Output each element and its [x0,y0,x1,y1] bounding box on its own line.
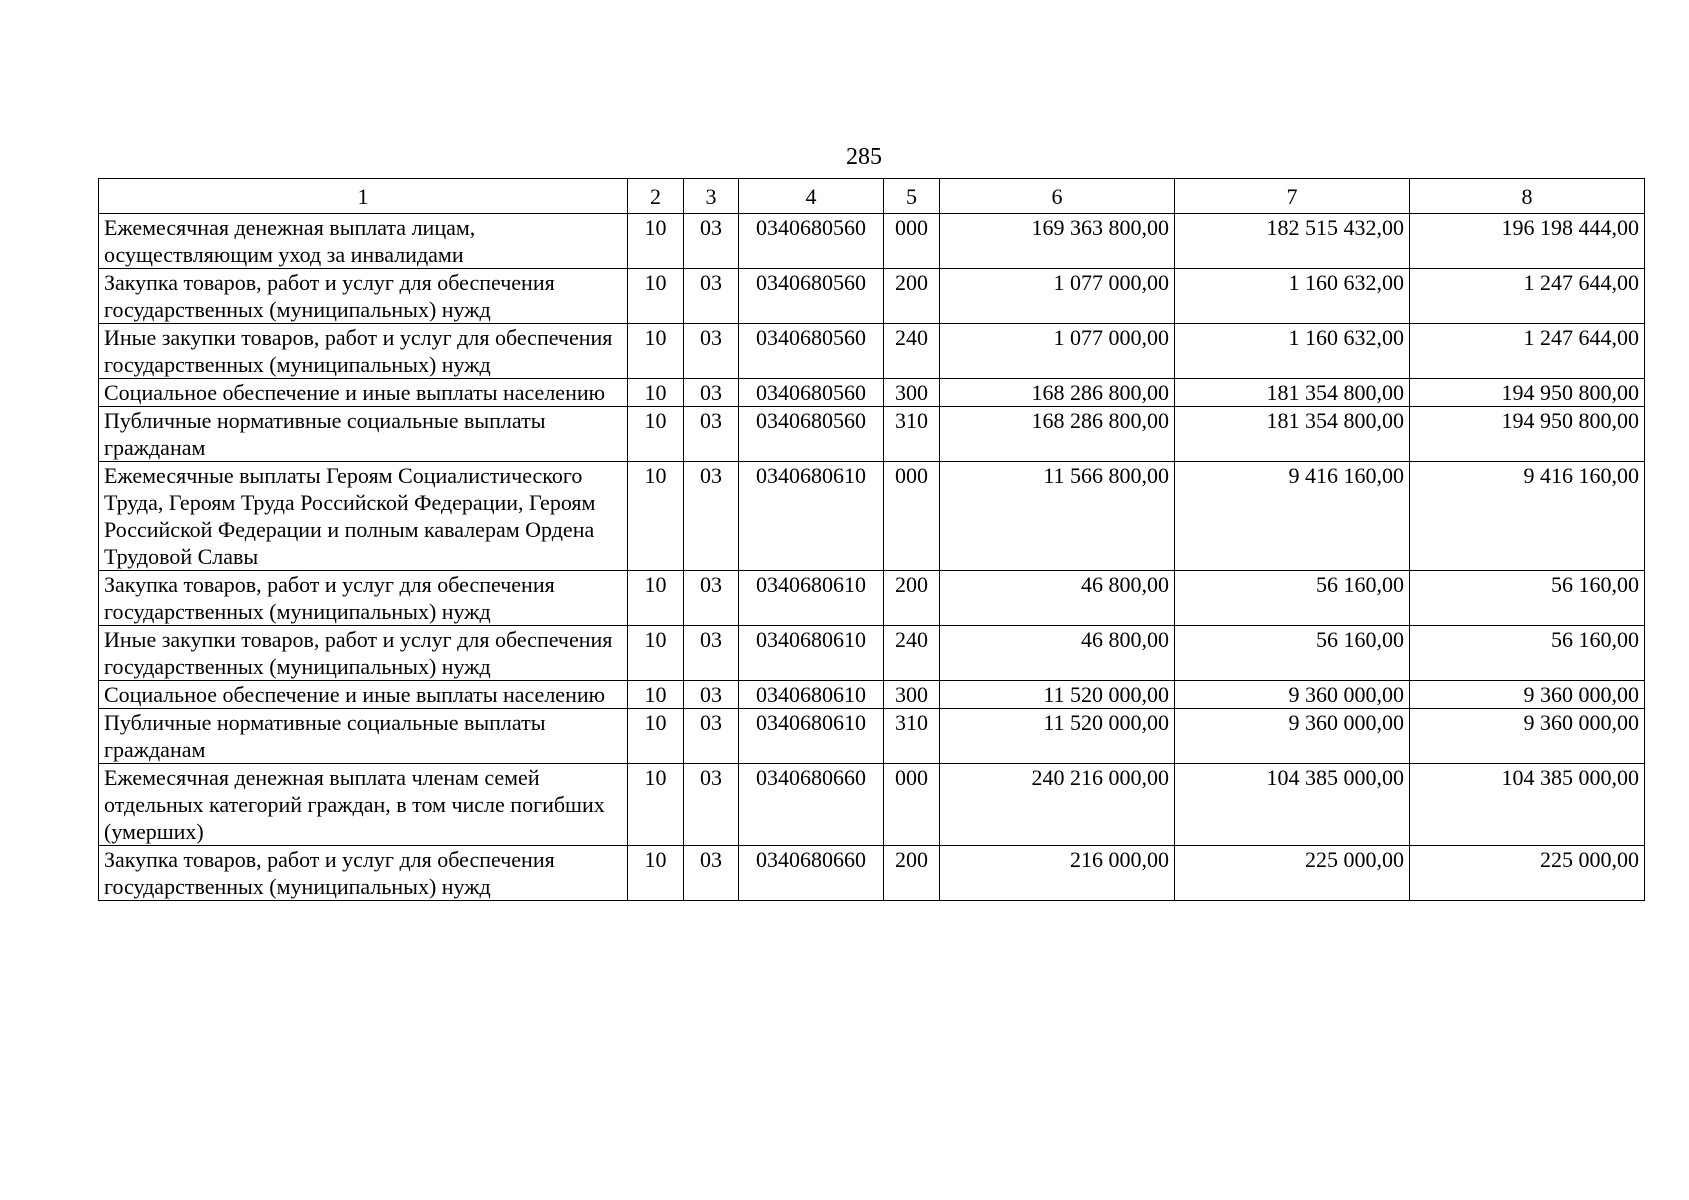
amount-col-7: 182 515 432,00 [1175,214,1410,269]
amount-col-6: 1 077 000,00 [940,324,1175,379]
target-article-code: 0340680610 [739,626,884,681]
target-article-code: 0340680610 [739,681,884,709]
subsection-code: 03 [684,324,739,379]
amount-col-8: 56 160,00 [1410,571,1645,626]
amount-col-8: 9 360 000,00 [1410,709,1645,764]
amount-col-7: 181 354 800,00 [1175,379,1410,407]
row-name: Закупка товаров, работ и услуг для обеспечения государственных (муниципальных) нужд [99,269,628,324]
target-article-code: 0340680560 [739,214,884,269]
subsection-code: 03 [684,214,739,269]
row-name: Ежемесячная денежная выплата лицам, осуществляющим уход за инвалидами [99,214,628,269]
amount-col-6: 46 800,00 [940,626,1175,681]
amount-col-6: 11 566 800,00 [940,462,1175,571]
section-code: 10 [628,626,684,681]
header-row [99,179,1645,214]
target-article-code: 0340680560 [739,269,884,324]
amount-col-7: 56 160,00 [1175,571,1410,626]
amount-col-8: 194 950 800,00 [1410,379,1645,407]
amount-col-7: 1 160 632,00 [1175,269,1410,324]
page-number: 285 [846,144,882,170]
subsection-code: 03 [684,462,739,571]
row-name: Ежемесячные выплаты Героям Социалистического Труда, Героям Труда Российской Федерации, Героям Российской Федерации и полным кавалерам Ордена Трудовой Славы [99,462,628,571]
amount-col-7: 104 385 000,00 [1175,764,1410,846]
row-name: Иные закупки товаров, работ и услуг для обеспечения государственных (муниципальных) нужд [99,324,628,379]
target-article-code: 0340680610 [739,709,884,764]
section-code: 10 [628,407,684,462]
amount-col-6: 46 800,00 [940,571,1175,626]
column-header: 1 [99,179,628,214]
section-code: 10 [628,214,684,269]
amount-col-6: 1 077 000,00 [940,269,1175,324]
expense-type-code: 000 [884,764,940,846]
amount-col-7: 181 354 800,00 [1175,407,1410,462]
section-code: 10 [628,846,684,901]
target-article-code: 0340680560 [739,324,884,379]
amount-col-6: 216 000,00 [940,846,1175,901]
row-name: Закупка товаров, работ и услуг для обеспечения государственных (муниципальных) нужд [99,846,628,901]
row-name: Ежемесячная денежная выплата членам семей отдельных категорий граждан, в том числе погибших (умерших) [99,764,628,846]
expense-type-code: 300 [884,681,940,709]
subsection-code: 03 [684,846,739,901]
table-row [99,571,1645,626]
table-row [99,681,1645,709]
table-row [99,379,1645,407]
amount-col-6: 168 286 800,00 [940,407,1175,462]
row-name: Социальное обеспечение и иные выплаты населению [99,681,628,709]
subsection-code: 03 [684,709,739,764]
amount-col-8: 104 385 000,00 [1410,764,1645,846]
expense-type-code: 000 [884,462,940,571]
amount-col-6: 169 363 800,00 [940,214,1175,269]
column-header: 8 [1410,179,1645,214]
section-code: 10 [628,324,684,379]
table-row [99,324,1645,379]
subsection-code: 03 [684,379,739,407]
subsection-code: 03 [684,626,739,681]
column-header: 4 [739,179,884,214]
amount-col-8: 1 247 644,00 [1410,324,1645,379]
expense-type-code: 240 [884,324,940,379]
table-row [99,626,1645,681]
amount-col-6: 168 286 800,00 [940,379,1175,407]
expense-type-code: 240 [884,626,940,681]
amount-col-6: 240 216 000,00 [940,764,1175,846]
section-code: 10 [628,709,684,764]
table-row [99,846,1645,901]
section-code: 10 [628,764,684,846]
table-row [99,269,1645,324]
column-header: 7 [1175,179,1410,214]
amount-col-8: 194 950 800,00 [1410,407,1645,462]
subsection-code: 03 [684,764,739,846]
expense-type-code: 310 [884,407,940,462]
expense-type-code: 300 [884,379,940,407]
expense-type-code: 310 [884,709,940,764]
amount-col-6: 11 520 000,00 [940,709,1175,764]
expense-type-code: 000 [884,214,940,269]
table-row [99,407,1645,462]
amount-col-8: 56 160,00 [1410,626,1645,681]
amount-col-7: 56 160,00 [1175,626,1410,681]
target-article-code: 0340680560 [739,379,884,407]
amount-col-7: 225 000,00 [1175,846,1410,901]
amount-col-8: 1 247 644,00 [1410,269,1645,324]
amount-col-7: 9 416 160,00 [1175,462,1410,571]
subsection-code: 03 [684,681,739,709]
row-name: Публичные нормативные социальные выплаты гражданам [99,709,628,764]
amount-col-7: 9 360 000,00 [1175,709,1410,764]
section-code: 10 [628,681,684,709]
subsection-code: 03 [684,269,739,324]
column-header: 5 [884,179,940,214]
expense-type-code: 200 [884,269,940,324]
budget-table [98,178,1645,901]
subsection-code: 03 [684,571,739,626]
table-row [99,764,1645,846]
amount-col-6: 11 520 000,00 [940,681,1175,709]
amount-col-8: 9 416 160,00 [1410,462,1645,571]
section-code: 10 [628,379,684,407]
section-code: 10 [628,269,684,324]
target-article-code: 0340680610 [739,571,884,626]
row-name: Иные закупки товаров, работ и услуг для обеспечения государственных (муниципальных) нужд [99,626,628,681]
table-row [99,214,1645,269]
row-name: Закупка товаров, работ и услуг для обеспечения государственных (муниципальных) нужд [99,571,628,626]
row-name: Социальное обеспечение и иные выплаты населению [99,379,628,407]
amount-col-8: 9 360 000,00 [1410,681,1645,709]
target-article-code: 0340680610 [739,462,884,571]
target-article-code: 0340680660 [739,764,884,846]
expense-type-code: 200 [884,846,940,901]
column-header: 2 [628,179,684,214]
section-code: 10 [628,462,684,571]
section-code: 10 [628,571,684,626]
table-row [99,709,1645,764]
amount-col-8: 225 000,00 [1410,846,1645,901]
column-header: 6 [940,179,1175,214]
target-article-code: 0340680660 [739,846,884,901]
amount-col-8: 196 198 444,00 [1410,214,1645,269]
amount-col-7: 1 160 632,00 [1175,324,1410,379]
expense-type-code: 200 [884,571,940,626]
column-header: 3 [684,179,739,214]
table-row [99,462,1645,571]
target-article-code: 0340680560 [739,407,884,462]
row-name: Публичные нормативные социальные выплаты гражданам [99,407,628,462]
subsection-code: 03 [684,407,739,462]
amount-col-7: 9 360 000,00 [1175,681,1410,709]
